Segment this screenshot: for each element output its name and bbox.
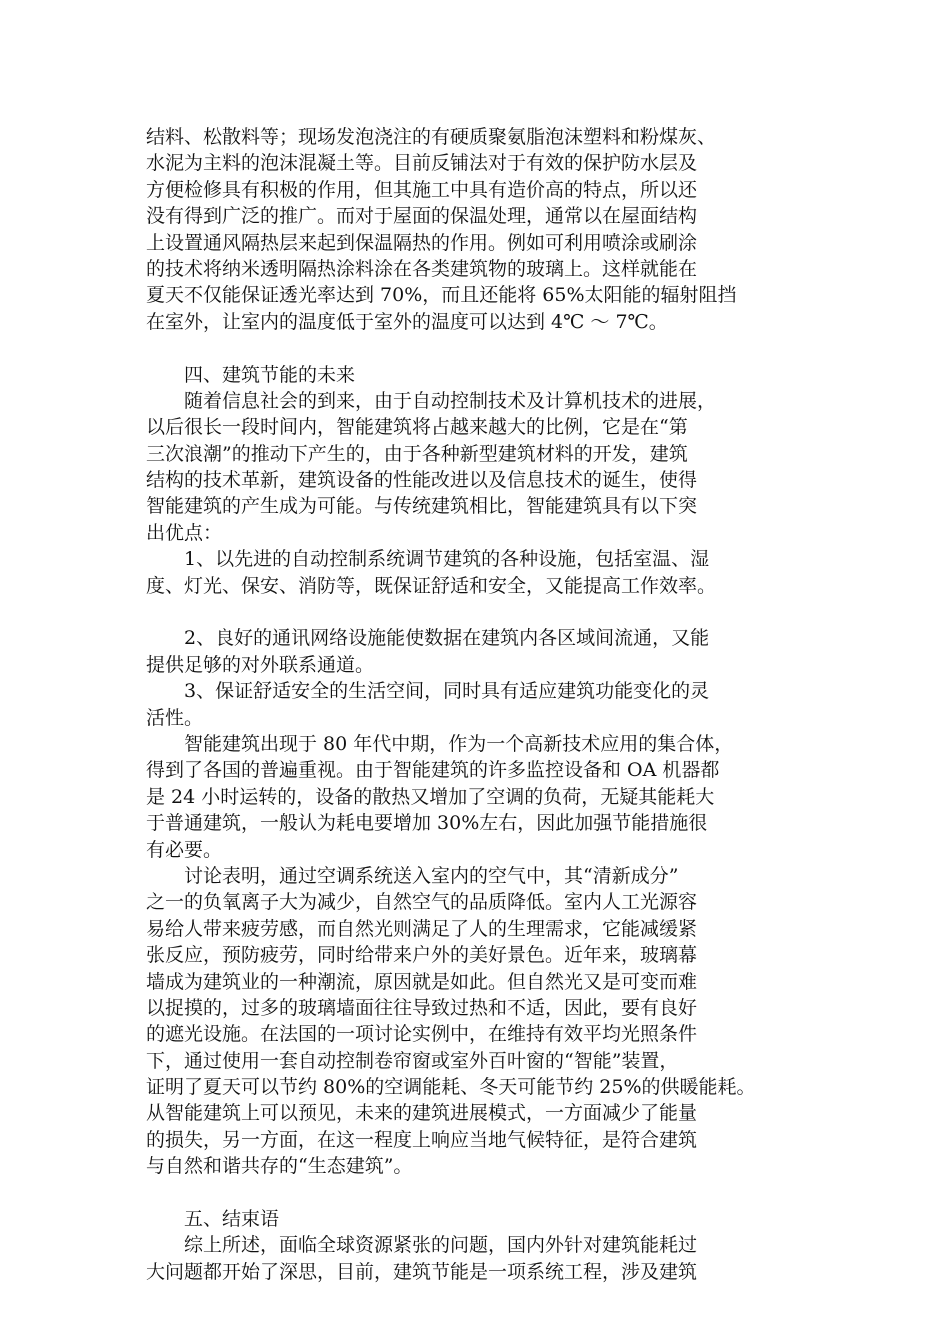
text-line: 讨论表明，通过空调系统送入室内的空气中，其“清新成分”	[146, 864, 679, 887]
text-line: 张反应，预防疲劳，同时给带来户外的美好景色。近年来，玻璃幕	[146, 944, 698, 967]
paragraph	[146, 124, 806, 335]
text-line: 3、保证舒适安全的生活空间，同时具有适应建筑功能变化的灵	[146, 680, 710, 703]
text-line: 墙成为建筑业的一种潮流，原因就是如此。但自然光又是可变而难	[146, 970, 698, 993]
paragraph	[146, 1232, 806, 1285]
text-line: 结料、松散料等；现场发泡浇注的有硬质聚氨脂泡沫塑料和粉煤灰、	[146, 126, 717, 148]
text-line: 活性。	[146, 706, 204, 729]
text-line: 大问题都开始了深思，目前，建筑节能是一项系统工程，涉及建筑	[146, 1260, 698, 1283]
text-line: 之一的负氧离子大为减少，自然空气的品质降低。室内人工光源容	[146, 891, 698, 914]
paragraph	[146, 388, 806, 546]
text-line: 提供足够的对外联系通道。	[146, 653, 375, 676]
text-line: 上设置通风隔热层来起到保温隔热的作用。例如可利用喷涂或刷涂	[146, 231, 698, 254]
text-line: 以后很长一段时间内，智能建筑将占越来越大的比例，它是在“第	[146, 416, 688, 439]
blank-line	[146, 1180, 806, 1206]
text-line: 智能建筑的产生成为可能。与传统建筑相比，智能建筑具有以下突	[146, 495, 698, 518]
text-line: 2、良好的通讯网络设施能使数据在建筑内各区域间流通，又能	[146, 627, 710, 650]
text-line: 度、灯光、保安、消防等，既保证舒适和安全，又能提高工作效率。	[146, 574, 717, 597]
text-line: 1、以先进的自动控制系统调节建筑的各种设施，包括室温、湿	[146, 548, 710, 571]
text-line: 方便检修具有积极的作用，但其施工中具有造价高的特点，所以还	[146, 178, 698, 201]
paragraph	[146, 678, 806, 731]
text-line: 四、建筑节能的未来	[146, 363, 356, 386]
text-line: 有必要。	[146, 838, 223, 861]
paragraph	[146, 731, 806, 863]
text-line: 于普通建筑，一般认为耗电要增加 30%左右，因此加强节能措施很	[146, 812, 708, 835]
text-line: 证明了夏天可以节约 80%的空调能耗、冬天可能节约 25%的供暖能耗。	[146, 1076, 756, 1099]
text-line: 结构的技术革新，建筑设备的性能改进以及信息技术的诞生，使得	[146, 469, 698, 492]
text-line: 夏天不仅能保证透光率达到 70%，而且还能将 65%太阳能的辐射阻挡	[146, 284, 737, 307]
text-line: 五、结束语	[146, 1208, 280, 1231]
text-line: 没有得到广泛的推广。而对于屋面的保温处理，通常以在屋面结构	[146, 205, 698, 228]
text-line: 出优点：	[146, 521, 223, 544]
text-line: 的遮光设施。在法国的一项讨论实例中，在维持有效平均光照条件	[146, 1023, 698, 1046]
text-line: 是 24 小时运转的，设备的散热又增加了空调的负荷，无疑其能耗大	[146, 785, 715, 808]
text-line: 智能建筑出现于 80 年代中期，作为一个高新技术应用的集合体，	[146, 732, 734, 755]
text-line: 从智能建筑上可以预见，未来的建筑进展模式，一方面减少了能量	[146, 1102, 698, 1125]
text-line: 的损失，另一方面，在这一程度上响应当地气候特征，是符合建筑	[146, 1128, 698, 1151]
text-line: 易给人带来疲劳感，而自然光则满足了人的生理需求，它能减缓紧	[146, 917, 698, 940]
paragraph	[146, 546, 806, 599]
text-line: 随着信息社会的到来，由于自动控制技术及计算机技术的进展，	[146, 389, 717, 412]
paragraph	[146, 625, 806, 678]
text-line: 水泥为主料的泡沫混凝土等。目前反铺法对于有效的保护防水层及	[146, 152, 698, 175]
blank-line	[146, 335, 806, 361]
text-line: 得到了各国的普遍重视。由于智能建筑的许多监控设备和 OA 机器都	[146, 759, 720, 782]
section-heading	[146, 362, 806, 388]
text-line: 三次浪潮”的推动下产生的，由于各种新型建筑材料的开发，建筑	[146, 442, 688, 465]
text-line: 在室外，让室内的温度低于室外的温度可以达到 4℃ ～ 7℃。	[146, 310, 668, 333]
text-line: 的技术将纳米透明隔热涂料涂在各类建筑物的玻璃上。这样就能在	[146, 257, 698, 280]
text-line: 综上所述，面临全球资源紧张的问题，国内外针对建筑能耗过	[146, 1234, 698, 1257]
section-heading	[146, 1206, 806, 1232]
document-page	[146, 124, 806, 1285]
paragraph	[146, 863, 806, 1180]
text-line: 下，通过使用一套自动控制卷帘窗或室外百叶窗的“智能”装置，	[146, 1049, 679, 1072]
text-line: 与自然和谐共存的“生态建筑”。	[146, 1155, 413, 1178]
blank-line	[146, 599, 806, 625]
text-line: 以捉摸的，过多的玻璃墙面往往导致过热和不适，因此，要有良好	[146, 996, 698, 1019]
